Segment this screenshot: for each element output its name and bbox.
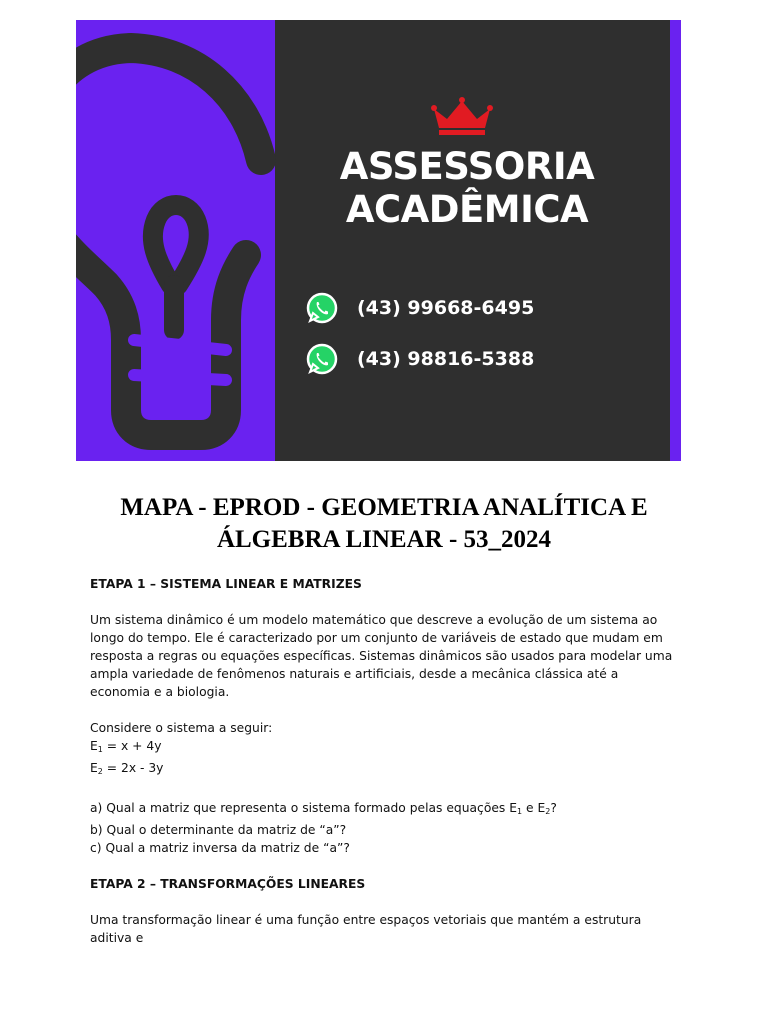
question-a-end: ? bbox=[550, 801, 557, 815]
whatsapp-icon bbox=[306, 343, 338, 375]
phone-contact-2[interactable] bbox=[306, 342, 534, 376]
phone-number-1[interactable]: (43) 99668-6495 bbox=[357, 297, 535, 319]
etapa1-heading: ETAPA 1 – SISTEMA LINEAR E MATRIZES bbox=[90, 577, 362, 591]
equation-1 bbox=[90, 737, 680, 759]
equation-2 bbox=[90, 759, 680, 781]
eq2-subscript: 2 bbox=[97, 767, 103, 776]
etapa2-paragraph: Uma transformação linear é uma função entre espaços vetoriais que mantém a estrutura aditiva e bbox=[90, 913, 642, 945]
question-a-sub1: 1 bbox=[517, 807, 523, 816]
question-a-sub2: 2 bbox=[545, 807, 551, 816]
consider-text: Considere o sistema a seguir: bbox=[90, 721, 273, 735]
crown-icon bbox=[431, 96, 493, 136]
eq1-subscript: 1 bbox=[97, 745, 103, 754]
question-b: b) Qual o determinante da matriz de “a”? bbox=[90, 823, 347, 837]
document-title: MAPA - EPROD - GEOMETRIA ANALÍTICA E ÁLGEBRA LINEAR - 53_2024 bbox=[120, 494, 648, 553]
brand-line-1: ASSESSORIA bbox=[339, 145, 595, 188]
eq1-lhs: E bbox=[90, 739, 98, 753]
question-a-mid: e E bbox=[522, 801, 546, 815]
document-body bbox=[90, 575, 680, 947]
whatsapp-icon bbox=[306, 292, 338, 324]
question-c: c) Qual a matriz inversa da matriz de “a”? bbox=[90, 841, 350, 855]
eq1-rhs: = x + 4y bbox=[102, 739, 162, 753]
brand-name bbox=[322, 145, 612, 231]
etapa2-heading: ETAPA 2 – TRANSFORMAÇÕES LINEARES bbox=[90, 877, 366, 891]
question-a-text: a) Qual a matriz que representa o sistema formado pelas equações E bbox=[90, 801, 517, 815]
eq2-lhs: E bbox=[90, 761, 98, 775]
etapa1-paragraph: Um sistema dinâmico é um modelo matemático que descreve a evolução de um sistema ao longo do tempo. Ele é caracterizado por um conjunto de variáveis de estado que mudam em resposta a regras ou equações específicas. Sistemas dinâmicos são usados para modelar uma ampla variedade de fenômenos naturais e artificiais, desde a mecânica clássica até a economia e a biologia. bbox=[90, 613, 673, 699]
banner-dark-panel bbox=[275, 20, 670, 461]
brand-line-2: ACADÊMICA bbox=[345, 188, 589, 231]
banner bbox=[76, 20, 681, 461]
phone-contact-1[interactable] bbox=[306, 291, 534, 325]
banner-accent-strip bbox=[670, 20, 681, 461]
phone-number-2[interactable]: (43) 98816-5388 bbox=[357, 348, 535, 370]
lightbulb-icon bbox=[76, 20, 316, 461]
question-a bbox=[90, 799, 680, 821]
eq2-rhs: = 2x - 3y bbox=[102, 761, 164, 775]
